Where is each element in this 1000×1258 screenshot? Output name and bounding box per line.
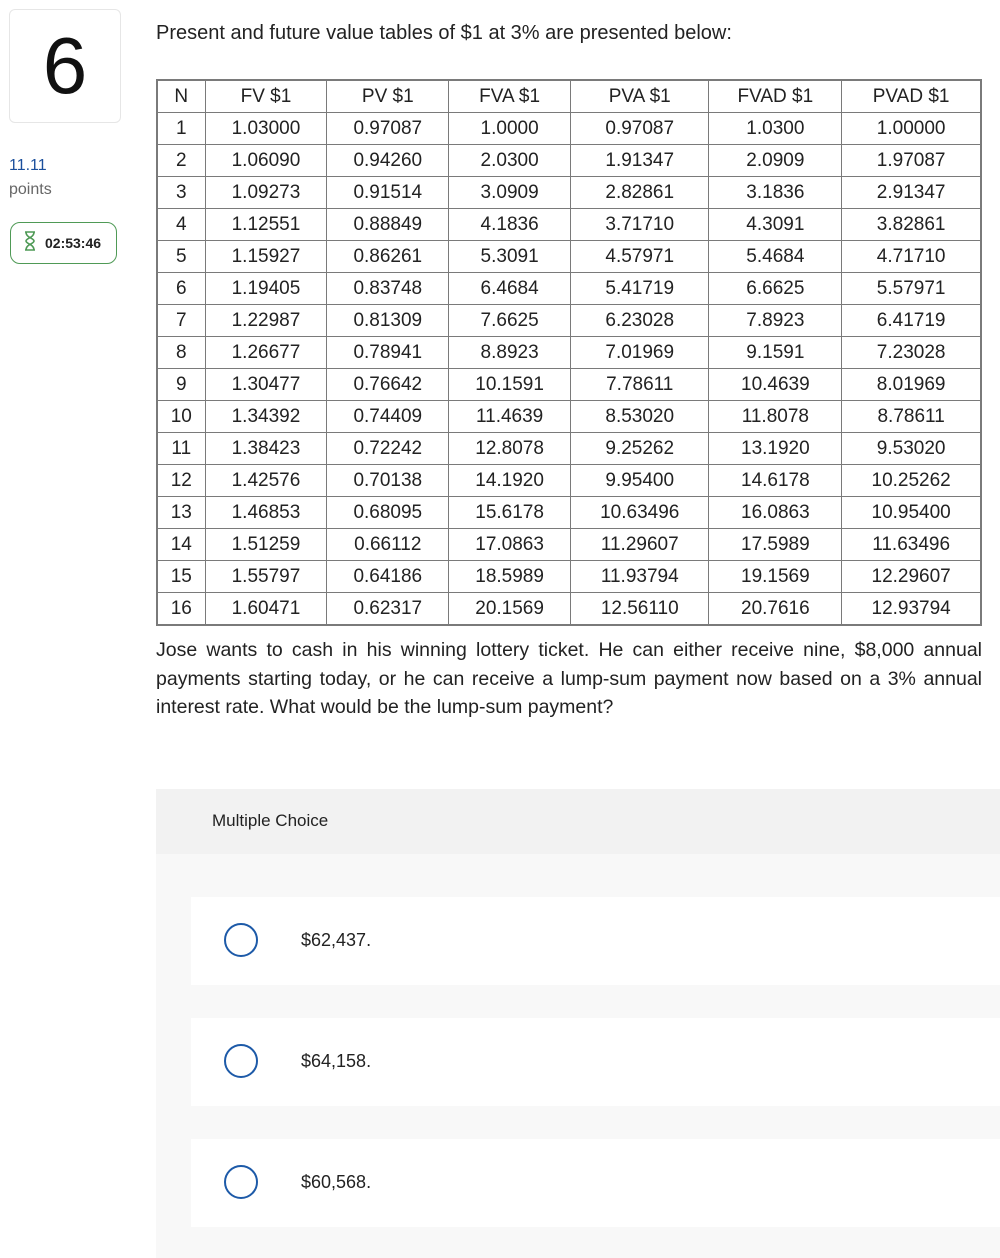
- table-cell: 1.15927: [205, 241, 327, 273]
- radio-button[interactable]: [224, 1165, 258, 1199]
- table-cell: 17.5989: [709, 529, 842, 561]
- table-cell: 0.97087: [327, 113, 449, 145]
- table-row: [157, 177, 981, 209]
- table-cell: 12.29607: [842, 561, 981, 593]
- table-row: [157, 401, 981, 433]
- table-header-cell: FVAD $1: [709, 80, 842, 113]
- table-row: [157, 241, 981, 273]
- table-row: [157, 337, 981, 369]
- table-row: [157, 113, 981, 145]
- table-cell: 5.4684: [709, 241, 842, 273]
- multiple-choice-title: Multiple Choice: [212, 811, 329, 830]
- table-cell: 3.82861: [842, 209, 981, 241]
- table-cell: 1.42576: [205, 465, 327, 497]
- table-cell: 8: [157, 337, 205, 369]
- intro-text: Present and future value tables of $1 at 3% are presented below:: [156, 22, 732, 44]
- table-cell: 1: [157, 113, 205, 145]
- table-cell: 1.51259: [205, 529, 327, 561]
- table-cell: 3.71710: [571, 209, 709, 241]
- table-header-cell: N: [157, 80, 205, 113]
- table-cell: 14.6178: [709, 465, 842, 497]
- table-cell: 9.1591: [709, 337, 842, 369]
- table-cell: 10: [157, 401, 205, 433]
- table-cell: 5.57971: [842, 273, 981, 305]
- table-cell: 2.91347: [842, 177, 981, 209]
- table-cell: 8.78611: [842, 401, 981, 433]
- table-cell: 6.4684: [449, 273, 571, 305]
- points-value: 11.11: [9, 157, 47, 174]
- table-cell: 20.1569: [449, 593, 571, 626]
- table-header-row: [157, 80, 981, 113]
- table-cell: 0.86261: [327, 241, 449, 273]
- table-cell: 11.8078: [709, 401, 842, 433]
- table-cell: 10.95400: [842, 497, 981, 529]
- table-cell: 0.83748: [327, 273, 449, 305]
- table-row: [157, 529, 981, 561]
- table-cell: 7.23028: [842, 337, 981, 369]
- table-cell: 15.6178: [449, 497, 571, 529]
- table-cell: 13.1920: [709, 433, 842, 465]
- table-cell: 0.62317: [327, 593, 449, 626]
- table-cell: 18.5989: [449, 561, 571, 593]
- value-table: [156, 79, 982, 626]
- table-cell: 1.46853: [205, 497, 327, 529]
- table-cell: 4.3091: [709, 209, 842, 241]
- table-row: [157, 433, 981, 465]
- table-cell: 1.03000: [205, 113, 327, 145]
- table-cell: 16: [157, 593, 205, 626]
- table-cell: 12.8078: [449, 433, 571, 465]
- table-row: [157, 145, 981, 177]
- table-cell: 7.78611: [571, 369, 709, 401]
- option-3[interactable]: [191, 1139, 1000, 1227]
- table-cell: 6.41719: [842, 305, 981, 337]
- table-cell: 1.0000: [449, 113, 571, 145]
- table-cell: 2.82861: [571, 177, 709, 209]
- table-cell: 3.1836: [709, 177, 842, 209]
- table-cell: 6: [157, 273, 205, 305]
- table-row: [157, 561, 981, 593]
- table-cell: 9.25262: [571, 433, 709, 465]
- table-cell: 1.55797: [205, 561, 327, 593]
- table-cell: 15: [157, 561, 205, 593]
- timer-badge[interactable]: [10, 222, 117, 264]
- table-cell: 7: [157, 305, 205, 337]
- table-cell: 10.63496: [571, 497, 709, 529]
- table-cell: 1.0300: [709, 113, 842, 145]
- table-cell: 3: [157, 177, 205, 209]
- table-cell: 3.0909: [449, 177, 571, 209]
- table-cell: 5.3091: [449, 241, 571, 273]
- table-cell: 0.66112: [327, 529, 449, 561]
- table-cell: 1.26677: [205, 337, 327, 369]
- table-row: [157, 273, 981, 305]
- table-cell: 10.4639: [709, 369, 842, 401]
- hourglass-icon: [23, 231, 37, 256]
- table-header-cell: PV $1: [327, 80, 449, 113]
- table-header-cell: FV $1: [205, 80, 327, 113]
- table-cell: 7.6625: [449, 305, 571, 337]
- table-cell: 4.71710: [842, 241, 981, 273]
- table-row: [157, 305, 981, 337]
- table-cell: 0.78941: [327, 337, 449, 369]
- table-cell: 1.97087: [842, 145, 981, 177]
- table-cell: 0.68095: [327, 497, 449, 529]
- table-cell: 0.94260: [327, 145, 449, 177]
- table-cell: 11.93794: [571, 561, 709, 593]
- table-cell: 9: [157, 369, 205, 401]
- table-cell: 6.23028: [571, 305, 709, 337]
- table-cell: 5.41719: [571, 273, 709, 305]
- table-cell: 0.91514: [327, 177, 449, 209]
- table-cell: 10.1591: [449, 369, 571, 401]
- table-cell: 0.88849: [327, 209, 449, 241]
- option-label: $60,568.: [301, 1172, 372, 1192]
- table-cell: 1.00000: [842, 113, 981, 145]
- table-row: [157, 593, 981, 626]
- table-cell: 1.30477: [205, 369, 327, 401]
- option-label: $64,158.: [301, 1051, 372, 1071]
- table-cell: 16.0863: [709, 497, 842, 529]
- table-row: [157, 465, 981, 497]
- table-cell: 0.74409: [327, 401, 449, 433]
- table-cell: 12.56110: [571, 593, 709, 626]
- table-cell: 1.19405: [205, 273, 327, 305]
- table-cell: 12: [157, 465, 205, 497]
- table-cell: 8.8923: [449, 337, 571, 369]
- table-cell: 11.4639: [449, 401, 571, 433]
- table-cell: 1.60471: [205, 593, 327, 626]
- table-cell: 5: [157, 241, 205, 273]
- table-row: [157, 209, 981, 241]
- table-cell: 1.06090: [205, 145, 327, 177]
- table-header-cell: PVA $1: [571, 80, 709, 113]
- table-cell: 17.0863: [449, 529, 571, 561]
- table-cell: 1.12551: [205, 209, 327, 241]
- table-cell: 14.1920: [449, 465, 571, 497]
- table-cell: 4.1836: [449, 209, 571, 241]
- table-header-cell: PVAD $1: [842, 80, 981, 113]
- table-cell: 1.38423: [205, 433, 327, 465]
- option-label: $62,437.: [301, 930, 372, 950]
- table-header-cell: FVA $1: [449, 80, 571, 113]
- table-cell: 4.57971: [571, 241, 709, 273]
- table-cell: 11.29607: [571, 529, 709, 561]
- table-cell: 9.53020: [842, 433, 981, 465]
- table-cell: 0.72242: [327, 433, 449, 465]
- radio-button[interactable]: [224, 923, 258, 957]
- table-cell: 20.7616: [709, 593, 842, 626]
- radio-button[interactable]: [224, 1044, 258, 1078]
- table-cell: 0.97087: [571, 113, 709, 145]
- table-cell: 2.0909: [709, 145, 842, 177]
- table-cell: 1.22987: [205, 305, 327, 337]
- table-cell: 0.70138: [327, 465, 449, 497]
- table-cell: 8.53020: [571, 401, 709, 433]
- table-cell: 1.09273: [205, 177, 327, 209]
- table-cell: 8.01969: [842, 369, 981, 401]
- table-cell: 11: [157, 433, 205, 465]
- table-cell: 1.34392: [205, 401, 327, 433]
- table-cell: 2.0300: [449, 145, 571, 177]
- table-cell: 1.91347: [571, 145, 709, 177]
- table-cell: 4: [157, 209, 205, 241]
- question-number-card: [9, 9, 121, 123]
- table-cell: 0.64186: [327, 561, 449, 593]
- option-2[interactable]: [191, 1018, 1000, 1106]
- table-cell: 0.76642: [327, 369, 449, 401]
- table-cell: 0.81309: [327, 305, 449, 337]
- table-cell: 13: [157, 497, 205, 529]
- table-row: [157, 369, 981, 401]
- timer-text: 02:53:46: [45, 235, 102, 251]
- table-cell: 11.63496: [842, 529, 981, 561]
- table-cell: 7.8923: [709, 305, 842, 337]
- table-cell: 10.25262: [842, 465, 981, 497]
- table-cell: 14: [157, 529, 205, 561]
- option-1[interactable]: [191, 897, 1000, 985]
- table-cell: 12.93794: [842, 593, 981, 626]
- table-cell: 7.01969: [571, 337, 709, 369]
- table-cell: 2: [157, 145, 205, 177]
- table-cell: 6.6625: [709, 273, 842, 305]
- table-row: [157, 497, 981, 529]
- multiple-choice-header: [156, 789, 1000, 854]
- table-cell: 9.95400: [571, 465, 709, 497]
- table-cell: 19.1569: [709, 561, 842, 593]
- points-label: points: [9, 181, 52, 198]
- question-number: 6: [42, 21, 88, 110]
- problem-text: Jose wants to cash in his winning lottery ticket. He can either receive nine, $8,000 annual payments starting today, or he can receive a lump-sum payment now based on a 3% annual interest rate. What would be the lump-sum payment?: [156, 639, 982, 718]
